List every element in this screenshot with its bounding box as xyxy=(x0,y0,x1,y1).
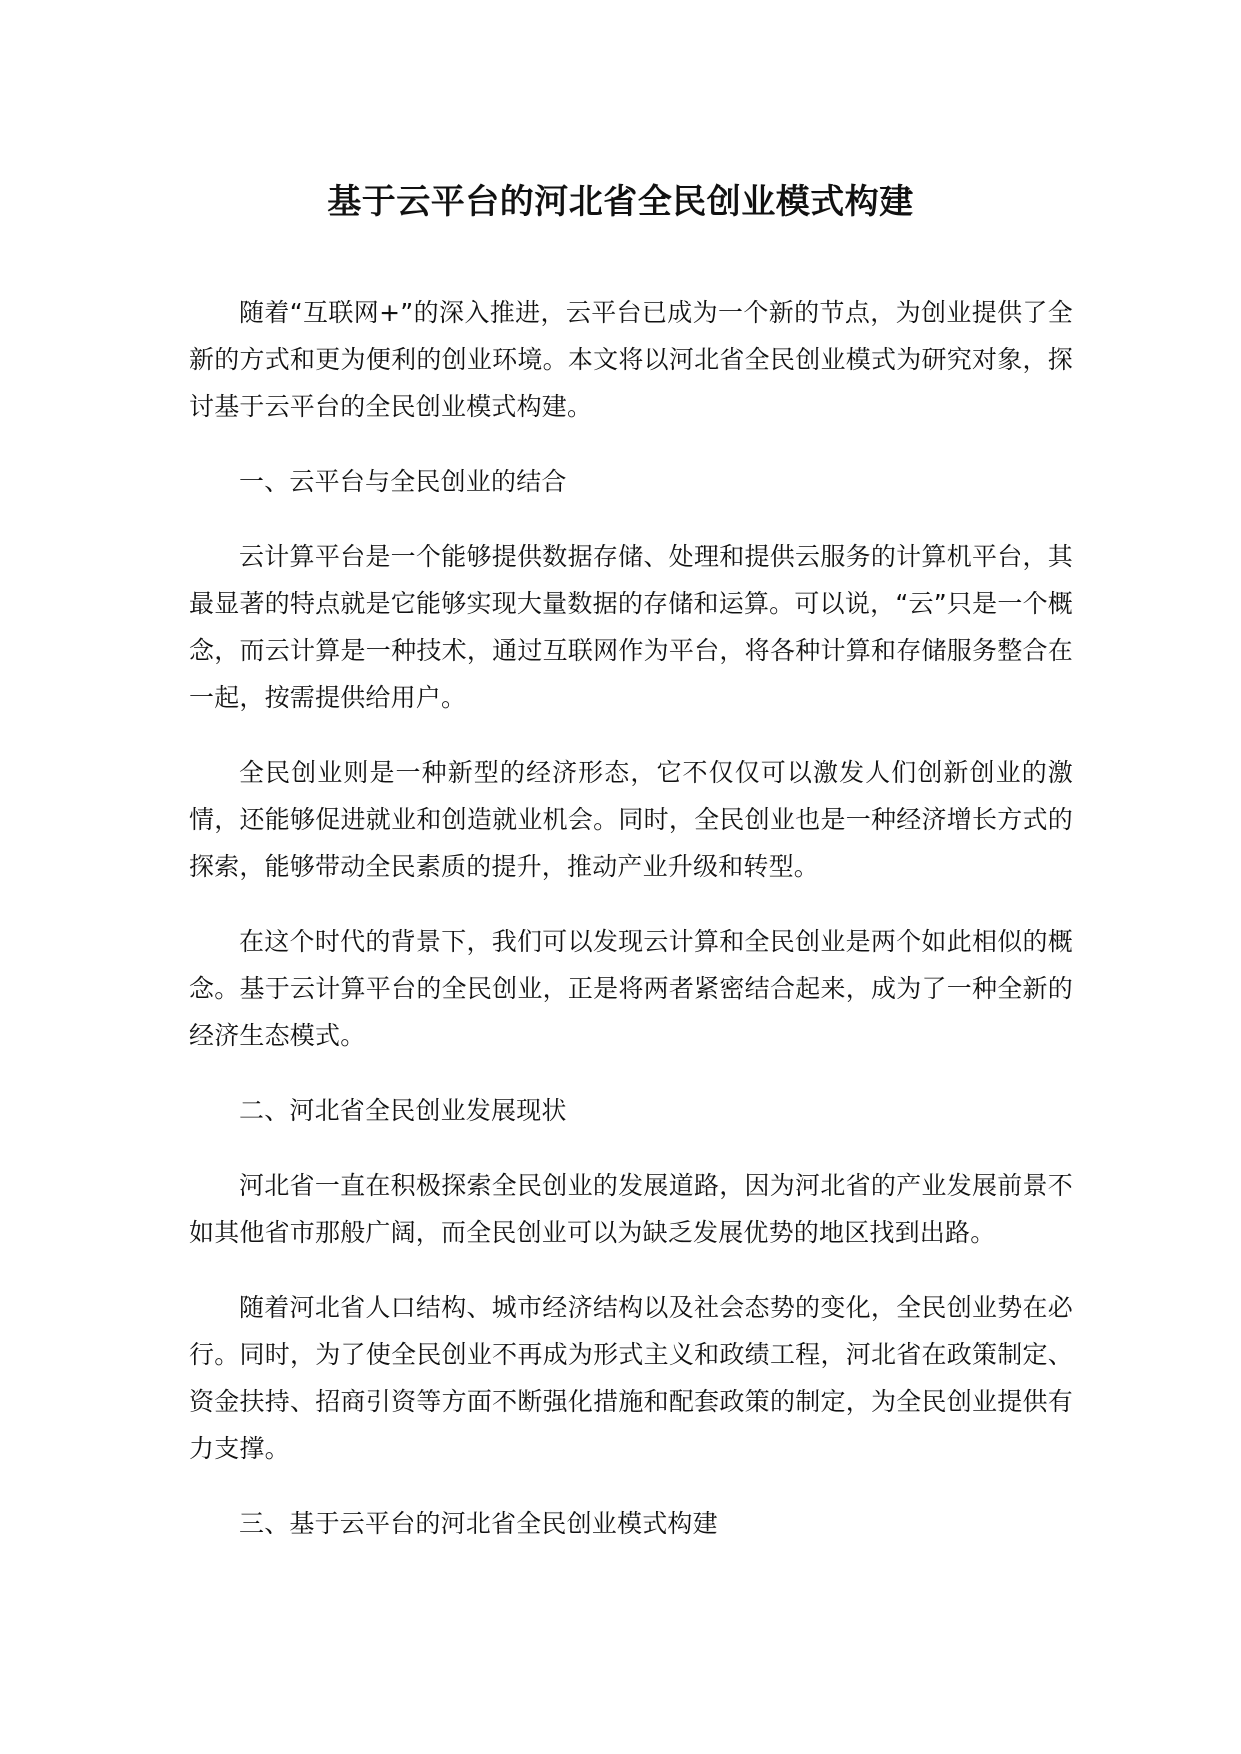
paragraph-combination: 在这个时代的背景下，我们可以发现云计算和全民创业是两个如此相似的概念。基于云计算平台的全民创业，正是将两者紧密结合起来，成为了一种全新的经济生态模式。 xyxy=(189,927,1073,1050)
document-body xyxy=(189,289,1073,1575)
intro-paragraph: 随着“互联网+”的深入推进，云平台已成为一个新的节点，为创业提供了全新的方式和更为便利的创业环境。本文将以河北省全民创业模式为研究对象，探讨基于云平台的全民创业模式构建。 xyxy=(189,298,1073,421)
section-heading-1: 一、云平台与全民创业的结合 xyxy=(239,467,567,496)
paragraph-hebei-exploration: 河北省一直在积极探索全民创业的发展道路，因为河北省的产业发展前景不如其他省市那般广阔，而全民创业可以为缺乏发展优势的地区找到出路。 xyxy=(189,1171,1073,1247)
paragraph-hebei-policy: 随着河北省人口结构、城市经济结构以及社会态势的变化，全民创业势在必行。同时，为了使全民创业不再成为形式主义和政绩工程，河北省在政策制定、资金扶持、招商引资等方面不断强化措施和配套政策的制定，为全民创业提供有力支撑。 xyxy=(189,1293,1073,1463)
section-heading-2: 二、河北省全民创业发展现状 xyxy=(239,1096,567,1125)
paragraph-cloud-platform: 云计算平台是一个能够提供数据存储、处理和提供云服务的计算机平台，其最显著的特点就是它能够实现大量数据的存储和运算。可以说，“云”只是一个概念，而云计算是一种技术，通过互联网作为平台，将各种计算和存储服务整合在一起，按需提供给用户。 xyxy=(189,542,1073,712)
paragraph-mass-entrepreneurship: 全民创业则是一种新型的经济形态，它不仅仅可以激发人们创新创业的激情，还能够促进就业和创造就业机会。同时，全民创业也是一种经济增长方式的探索，能够带动全民素质的提升，推动产业升级和转型。 xyxy=(189,758,1073,881)
section-heading-3: 三、基于云平台的河北省全民创业模式构建 xyxy=(239,1509,718,1538)
document-title: 基于云平台的河北省全民创业模式构建 xyxy=(327,182,914,222)
